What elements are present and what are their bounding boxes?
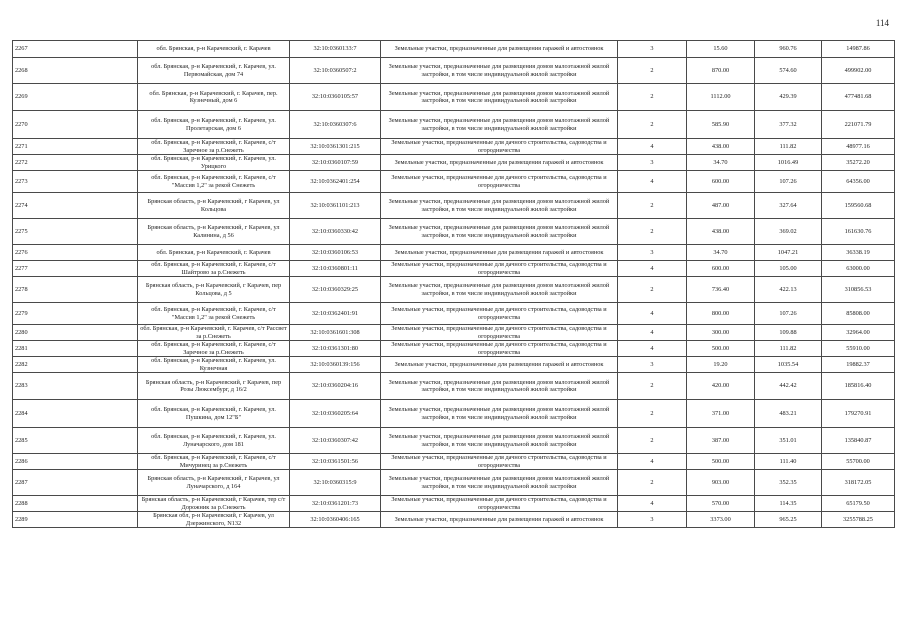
specific-value-cell: 1016.49 bbox=[755, 155, 822, 171]
cadastral-value-cell: 135840.87 bbox=[822, 428, 895, 454]
table-row bbox=[13, 58, 895, 84]
cadastral-number-cell: 32:10:0361601:308 bbox=[290, 325, 381, 341]
land-use-cell: Земельные участки, предназначенные для размещения домов малоэтажной жилой застройки, в том числе индивидуальной жилой застройки bbox=[381, 84, 618, 111]
area-cell: 34.70 bbox=[687, 245, 755, 261]
group-cell: 4 bbox=[618, 139, 687, 155]
row-number-cell: 2288 bbox=[13, 496, 138, 512]
address-cell: обл. Брянская, р-н Карачевский, г. Карачев, ул. Пролетарская, дом 6 bbox=[138, 111, 290, 139]
land-use-cell: Земельные участки, предназначенные для размещения домов малоэтажной жилой застройки, в том числе индивидуальной жилой застройки bbox=[381, 219, 618, 245]
row-number-cell: 2279 bbox=[13, 303, 138, 325]
address-cell: обл. Брянская, р-н Карачевский, г. Карачев, с/т Рассвет за р.Снежеть bbox=[138, 325, 290, 341]
cadastral-value-cell: 161630.76 bbox=[822, 219, 895, 245]
land-use-cell: Земельные участки, предназначенные для дачного строительства, садоводства и огородничества bbox=[381, 261, 618, 277]
cadastral-value-cell: 35272.20 bbox=[822, 155, 895, 171]
row-number-cell: 2275 bbox=[13, 219, 138, 245]
cadastral-number-cell: 32:10:0362401:91 bbox=[290, 303, 381, 325]
address-cell: обл. Брянская, р-н Карачевский, г. Карачев, ул. Кузнечная bbox=[138, 357, 290, 373]
cadastral-value-cell: 318172.05 bbox=[822, 470, 895, 496]
cadastral-value-cell: 64356.00 bbox=[822, 171, 895, 193]
cadastral-number-cell: 32:10:0360107:59 bbox=[290, 155, 381, 171]
page-number: 114 bbox=[875, 18, 889, 28]
land-use-cell: Земельные участки, предназначенные для размещения домов малоэтажной жилой застройки, в том числе индивидуальной жилой застройки bbox=[381, 428, 618, 454]
group-cell: 4 bbox=[618, 303, 687, 325]
specific-value-cell: 960.76 bbox=[755, 41, 822, 58]
land-use-cell: Земельные участки, предназначенные для дачного строительства, садоводства и огородничества bbox=[381, 496, 618, 512]
specific-value-cell: 377.32 bbox=[755, 111, 822, 139]
address-cell: обл. Брянская, р-н Карачевский, г. Карачев, ул. Пушкина, дом 12"Б" bbox=[138, 400, 290, 428]
row-number-cell: 2270 bbox=[13, 111, 138, 139]
land-use-cell: Земельные участки, предназначенные для дачного строительства, садоводства и огородничества bbox=[381, 303, 618, 325]
land-use-cell: Земельные участки, предназначенные для размещения гаражей и автостоянок bbox=[381, 155, 618, 171]
table-row bbox=[13, 155, 895, 171]
cadastral-number-cell: 32:10:0360307:42 bbox=[290, 428, 381, 454]
address-cell: Брянская область, р-н Карачевский, г Карачев, ул Кольцова bbox=[138, 193, 290, 219]
group-cell: 3 bbox=[618, 155, 687, 171]
area-cell: 800.00 bbox=[687, 303, 755, 325]
land-use-cell: Земельные участки, предназначенные для дачного строительства, садоводства и огородничества bbox=[381, 454, 618, 470]
specific-value-cell: 965.25 bbox=[755, 512, 822, 528]
area-cell: 387.00 bbox=[687, 428, 755, 454]
cadastral-value-cell: 499902.00 bbox=[822, 58, 895, 84]
row-number-cell: 2289 bbox=[13, 512, 138, 528]
area-cell: 600.00 bbox=[687, 171, 755, 193]
table-row bbox=[13, 245, 895, 261]
cadastral-number-cell: 32:10:0360329:25 bbox=[290, 277, 381, 303]
land-use-cell: Земельные участки, предназначенные для дачного строительства, садоводства и огородничества bbox=[381, 341, 618, 357]
address-cell: обл. Брянская, р-н Карачевский, г. Карачев, ул. Луначарского, дом 181 bbox=[138, 428, 290, 454]
table-row bbox=[13, 470, 895, 496]
table-row bbox=[13, 219, 895, 245]
address-cell: обл. Брянская, р-н Карачевский, г. Карачев, пер. Кузнечный, дом 6 bbox=[138, 84, 290, 111]
area-cell: 15.60 bbox=[687, 41, 755, 58]
cadastral-value-cell: 63000.00 bbox=[822, 261, 895, 277]
area-cell: 300.00 bbox=[687, 325, 755, 341]
table-row bbox=[13, 428, 895, 454]
group-cell: 3 bbox=[618, 245, 687, 261]
specific-value-cell: 483.21 bbox=[755, 400, 822, 428]
specific-value-cell: 107.26 bbox=[755, 303, 822, 325]
row-number-cell: 2277 bbox=[13, 261, 138, 277]
land-use-cell: Земельные участки, предназначенные для размещения домов малоэтажной жилой застройки, в том числе индивидуальной жилой застройки bbox=[381, 400, 618, 428]
cadastral-value-cell: 55700.00 bbox=[822, 454, 895, 470]
cadastral-number-cell: 32:10:0360307:6 bbox=[290, 111, 381, 139]
table-row bbox=[13, 325, 895, 341]
area-cell: 19.20 bbox=[687, 357, 755, 373]
row-number-cell: 2276 bbox=[13, 245, 138, 261]
address-cell: обл. Брянская, р-н Карачевский, г. Карачев bbox=[138, 245, 290, 261]
group-cell: 4 bbox=[618, 496, 687, 512]
area-cell: 736.40 bbox=[687, 277, 755, 303]
specific-value-cell: 429.39 bbox=[755, 84, 822, 111]
cadastral-value-cell: 159560.68 bbox=[822, 193, 895, 219]
group-cell: 2 bbox=[618, 58, 687, 84]
address-cell: обл. Брянская, р-н Карачевский, г. Карачев, с/т Шайтрово за р.Снежеть bbox=[138, 261, 290, 277]
address-cell: обл. Брянская, р-н Карачевский, г. Карачев, с/т Заречное за р.Снежеть bbox=[138, 341, 290, 357]
group-cell: 2 bbox=[618, 400, 687, 428]
specific-value-cell: 105.00 bbox=[755, 261, 822, 277]
area-cell: 438.00 bbox=[687, 219, 755, 245]
row-number-cell: 2271 bbox=[13, 139, 138, 155]
address-cell: Брянская обл, р-н Карачевский, г Карачев, ул Дзержинского, N132 bbox=[138, 512, 290, 528]
table-row bbox=[13, 303, 895, 325]
address-cell: Брянская область, р-н Карачевский, г Карачев, пер Кольцова, д 5 bbox=[138, 277, 290, 303]
address-cell: Брянская область, р-н Карачевский, г Карачев, ул Калинина, д 56 bbox=[138, 219, 290, 245]
area-cell: 500.00 bbox=[687, 454, 755, 470]
area-cell: 34.70 bbox=[687, 155, 755, 171]
group-cell: 3 bbox=[618, 512, 687, 528]
group-cell: 2 bbox=[618, 428, 687, 454]
specific-value-cell: 369.02 bbox=[755, 219, 822, 245]
area-cell: 903.00 bbox=[687, 470, 755, 496]
row-number-cell: 2267 bbox=[13, 41, 138, 58]
table-row bbox=[13, 512, 895, 528]
row-number-cell: 2281 bbox=[13, 341, 138, 357]
area-cell: 3373.00 bbox=[687, 512, 755, 528]
cadastral-number-cell: 32:10:0361101:213 bbox=[290, 193, 381, 219]
table-row bbox=[13, 341, 895, 357]
row-number-cell: 2274 bbox=[13, 193, 138, 219]
area-cell: 570.00 bbox=[687, 496, 755, 512]
row-number-cell: 2273 bbox=[13, 171, 138, 193]
cadastral-value-cell: 85808.00 bbox=[822, 303, 895, 325]
cadastral-value-cell: 32964.00 bbox=[822, 325, 895, 341]
table-row bbox=[13, 111, 895, 139]
cadastral-value-cell: 477481.68 bbox=[822, 84, 895, 111]
land-use-cell: Земельные участки, предназначенные для размещения гаражей и автостоянок bbox=[381, 357, 618, 373]
area-cell: 371.00 bbox=[687, 400, 755, 428]
land-use-cell: Земельные участки, предназначенные для дачного строительства, садоводства и огородничества bbox=[381, 139, 618, 155]
group-cell: 4 bbox=[618, 171, 687, 193]
cadastral-value-table bbox=[12, 40, 895, 528]
specific-value-cell: 111.40 bbox=[755, 454, 822, 470]
cadastral-number-cell: 32:10:0360315:9 bbox=[290, 470, 381, 496]
cadastral-number-cell: 32:10:0360507:2 bbox=[290, 58, 381, 84]
cadastral-value-cell: 179270.91 bbox=[822, 400, 895, 428]
row-number-cell: 2282 bbox=[13, 357, 138, 373]
cadastral-number-cell: 32:10:0361201:73 bbox=[290, 496, 381, 512]
cadastral-value-cell: 48977.16 bbox=[822, 139, 895, 155]
group-cell: 2 bbox=[618, 373, 687, 400]
land-use-cell: Земельные участки, предназначенные для размещения домов малоэтажной жилой застройки, в том числе индивидуальной жилой застройки bbox=[381, 277, 618, 303]
land-use-cell: Земельные участки, предназначенные для дачного строительства, садоводства и огородничества bbox=[381, 171, 618, 193]
cadastral-value-cell: 65179.50 bbox=[822, 496, 895, 512]
row-number-cell: 2272 bbox=[13, 155, 138, 171]
group-cell: 2 bbox=[618, 277, 687, 303]
table-row bbox=[13, 84, 895, 111]
row-number-cell: 2284 bbox=[13, 400, 138, 428]
table-row bbox=[13, 496, 895, 512]
row-number-cell: 2285 bbox=[13, 428, 138, 454]
address-cell: Брянская область, р-н Карачевский, г Карачев, тер с/т Дорожник за р.Снежеть bbox=[138, 496, 290, 512]
cadastral-value-cell: 185816.40 bbox=[822, 373, 895, 400]
cadastral-number-cell: 32:10:0360330:42 bbox=[290, 219, 381, 245]
cadastral-value-cell: 221071.79 bbox=[822, 111, 895, 139]
group-cell: 2 bbox=[618, 84, 687, 111]
specific-value-cell: 442.42 bbox=[755, 373, 822, 400]
address-cell: Брянская область, р-н Карачевский, г Карачев, пер Розы Люксембург, д 16/2 bbox=[138, 373, 290, 400]
area-cell: 585.90 bbox=[687, 111, 755, 139]
specific-value-cell: 422.13 bbox=[755, 277, 822, 303]
table-body bbox=[13, 41, 895, 528]
row-number-cell: 2286 bbox=[13, 454, 138, 470]
land-use-cell: Земельные участки, предназначенные для размещения домов малоэтажной жилой застройки, в том числе индивидуальной жилой застройки bbox=[381, 193, 618, 219]
table-row bbox=[13, 193, 895, 219]
address-cell: обл. Брянская, р-н Карачевский, г. Карачев, ул. Первомайская, дом 74 bbox=[138, 58, 290, 84]
group-cell: 4 bbox=[618, 261, 687, 277]
specific-value-cell: 327.64 bbox=[755, 193, 822, 219]
specific-value-cell: 574.60 bbox=[755, 58, 822, 84]
specific-value-cell: 107.26 bbox=[755, 171, 822, 193]
cadastral-number-cell: 32:10:0361501:56 bbox=[290, 454, 381, 470]
group-cell: 4 bbox=[618, 454, 687, 470]
table-row bbox=[13, 277, 895, 303]
group-cell: 2 bbox=[618, 219, 687, 245]
address-cell: обл. Брянская, р-н Карачевский, г. Карачев, с/т "Массив 1,2" за рекой Снежеть bbox=[138, 303, 290, 325]
cadastral-number-cell: 32:10:0360105:57 bbox=[290, 84, 381, 111]
table-row bbox=[13, 261, 895, 277]
table-row bbox=[13, 171, 895, 193]
cadastral-value-cell: 3255788.25 bbox=[822, 512, 895, 528]
cadastral-value-cell: 19882.37 bbox=[822, 357, 895, 373]
cadastral-value-cell: 55910.00 bbox=[822, 341, 895, 357]
area-cell: 1112.00 bbox=[687, 84, 755, 111]
area-cell: 487.00 bbox=[687, 193, 755, 219]
land-use-cell: Земельные участки, предназначенные для размещения домов малоэтажной жилой застройки, в том числе индивидуальной жилой застройки bbox=[381, 111, 618, 139]
area-cell: 600.00 bbox=[687, 261, 755, 277]
table-row bbox=[13, 373, 895, 400]
row-number-cell: 2269 bbox=[13, 84, 138, 111]
land-use-cell: Земельные участки, предназначенные для размещения гаражей и автостоянок bbox=[381, 41, 618, 58]
cadastral-number-cell: 32:10:0360106:53 bbox=[290, 245, 381, 261]
cadastral-number-cell: 32:10:0360205:64 bbox=[290, 400, 381, 428]
specific-value-cell: 1035.54 bbox=[755, 357, 822, 373]
land-use-cell: Земельные участки, предназначенные для размещения домов малоэтажной жилой застройки, в том числе индивидуальной жилой застройки bbox=[381, 373, 618, 400]
table-row bbox=[13, 357, 895, 373]
row-number-cell: 2283 bbox=[13, 373, 138, 400]
group-cell: 4 bbox=[618, 325, 687, 341]
specific-value-cell: 351.01 bbox=[755, 428, 822, 454]
row-number-cell: 2287 bbox=[13, 470, 138, 496]
row-number-cell: 2280 bbox=[13, 325, 138, 341]
address-cell: обл. Брянская, р-н Карачевский, г. Карачев, ул. Урицкого bbox=[138, 155, 290, 171]
cadastral-number-cell: 32:10:0361301:215 bbox=[290, 139, 381, 155]
cadastral-number-cell: 32:10:0360133:7 bbox=[290, 41, 381, 58]
specific-value-cell: 352.35 bbox=[755, 470, 822, 496]
cadastral-number-cell: 32:10:0362401:254 bbox=[290, 171, 381, 193]
specific-value-cell: 114.35 bbox=[755, 496, 822, 512]
address-cell: обл. Брянская, р-н Карачевский, г. Карачев, с/т Мичуринец за р.Снежеть bbox=[138, 454, 290, 470]
area-cell: 870.00 bbox=[687, 58, 755, 84]
land-use-cell: Земельные участки, предназначенные для размещения домов малоэтажной жилой застройки, в том числе индивидуальной жилой застройки bbox=[381, 470, 618, 496]
cadastral-number-cell: 32:10:0360204:16 bbox=[290, 373, 381, 400]
cadastral-value-cell: 310856.53 bbox=[822, 277, 895, 303]
address-cell: обл. Брянская, р-н Карачевский, г. Карачев, с/т "Массив 1,2" за рекой Снежеть bbox=[138, 171, 290, 193]
cadastral-value-cell: 36338.19 bbox=[822, 245, 895, 261]
cadastral-number-cell: 32:10:0360406:165 bbox=[290, 512, 381, 528]
row-number-cell: 2278 bbox=[13, 277, 138, 303]
cadastral-number-cell: 32:10:0360801:11 bbox=[290, 261, 381, 277]
cadastral-number-cell: 32:10:0360139:156 bbox=[290, 357, 381, 373]
group-cell: 2 bbox=[618, 470, 687, 496]
cadastral-number-cell: 32:10:0361301:80 bbox=[290, 341, 381, 357]
table-row bbox=[13, 454, 895, 470]
specific-value-cell: 111.82 bbox=[755, 341, 822, 357]
area-cell: 500.00 bbox=[687, 341, 755, 357]
group-cell: 3 bbox=[618, 41, 687, 58]
specific-value-cell: 111.82 bbox=[755, 139, 822, 155]
table-row bbox=[13, 139, 895, 155]
table-row bbox=[13, 400, 895, 428]
specific-value-cell: 109.88 bbox=[755, 325, 822, 341]
area-cell: 420.00 bbox=[687, 373, 755, 400]
land-use-cell: Земельные участки, предназначенные для размещения гаражей и автостоянок bbox=[381, 512, 618, 528]
group-cell: 3 bbox=[618, 357, 687, 373]
row-number-cell: 2268 bbox=[13, 58, 138, 84]
area-cell: 438.00 bbox=[687, 139, 755, 155]
group-cell: 4 bbox=[618, 341, 687, 357]
land-use-cell: Земельные участки, предназначенные для размещения гаражей и автостоянок bbox=[381, 245, 618, 261]
land-use-cell: Земельные участки, предназначенные для размещения домов малоэтажной жилой застройки, в том числе индивидуальной жилой застройки bbox=[381, 58, 618, 84]
address-cell: обл. Брянская, р-н Карачевский, г. Карачев, с/т Заречное за р.Снежеть bbox=[138, 139, 290, 155]
cadastral-value-cell: 14987.86 bbox=[822, 41, 895, 58]
address-cell: обл. Брянская, р-н Карачевский, г. Карачев bbox=[138, 41, 290, 58]
land-use-cell: Земельные участки, предназначенные для дачного строительства, садоводства и огородничества bbox=[381, 325, 618, 341]
address-cell: Брянская область, р-н Карачевский, г Карачев, ул Луначарского, д 164 bbox=[138, 470, 290, 496]
specific-value-cell: 1047.21 bbox=[755, 245, 822, 261]
group-cell: 2 bbox=[618, 111, 687, 139]
table-row bbox=[13, 41, 895, 58]
group-cell: 2 bbox=[618, 193, 687, 219]
